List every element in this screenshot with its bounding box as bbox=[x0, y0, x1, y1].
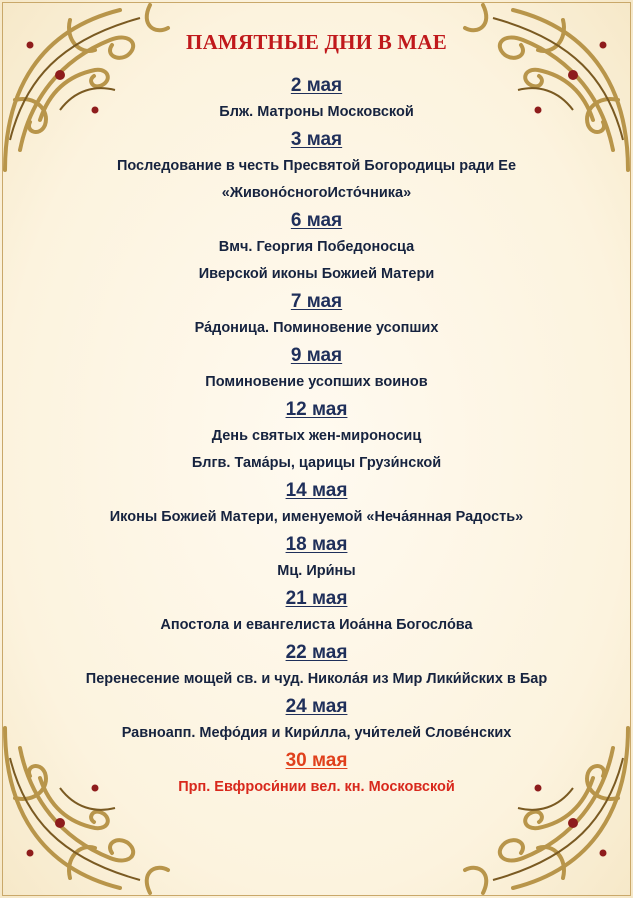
entry bbox=[20, 72, 613, 126]
entry-text: Блгв. Тама́ры, царицы Грузи́нской bbox=[191, 455, 442, 471]
entry-text: Последование в честь Пресвятой Богородицы ради Ее bbox=[116, 158, 517, 174]
entry-highlighted bbox=[20, 747, 613, 801]
entry-date: 22 мая bbox=[285, 642, 348, 663]
entry bbox=[20, 207, 613, 288]
entry bbox=[20, 693, 613, 747]
entry-text: Иконы Божией Матери, именуемой «Неча́янная Радость» bbox=[109, 509, 524, 525]
entry-date: 24 мая bbox=[285, 696, 348, 717]
entry-date: 14 мая bbox=[285, 480, 348, 501]
entry-text: Блж. Матроны Московской bbox=[219, 104, 414, 120]
entry-text: Ра́доница. Поминовение усопших bbox=[194, 320, 439, 336]
entry-date: 12 мая bbox=[285, 399, 348, 420]
entry-text: «Живоно́сногоИсто́чника» bbox=[221, 185, 412, 201]
entry-text: Прп. Евфроси́нии вел. кн. Московской bbox=[178, 779, 455, 795]
entry bbox=[20, 342, 613, 396]
entry-date: 6 мая bbox=[290, 210, 343, 231]
entry-date: 3 мая bbox=[290, 129, 343, 150]
entry bbox=[20, 396, 613, 477]
entry-date: 2 мая bbox=[290, 75, 343, 96]
entry-text: Равноапп. Мефо́дия и Кири́лла, учи́телей Слове́нских bbox=[121, 725, 512, 741]
entry-date: 21 мая bbox=[285, 588, 348, 609]
entry bbox=[20, 477, 613, 531]
entry-text: Перенесение мощей св. и чуд. Никола́я из Мир Лики́йских в Бар bbox=[85, 671, 548, 687]
entry-text: День святых жен-мироносиц bbox=[211, 428, 422, 444]
entry-date: 30 мая bbox=[285, 750, 348, 771]
entry-text: Вмч. Георгия Победоносца bbox=[218, 239, 415, 255]
entry-text: Иверской иконы Божией Матери bbox=[198, 266, 435, 282]
page-title: ПАМЯТНЫЕ ДНИ В МАЕ bbox=[186, 30, 447, 54]
entry-text: Апостола и евангелиста Иоа́нна Богосло́ва bbox=[160, 617, 473, 633]
entry bbox=[20, 126, 613, 207]
entry-date: 7 мая bbox=[290, 291, 343, 312]
entry bbox=[20, 639, 613, 693]
entry-text: Поминовение усопших воинов bbox=[205, 374, 428, 390]
memorial-days-list bbox=[20, 72, 613, 801]
entry-date: 18 мая bbox=[285, 534, 348, 555]
entry-text: Мц. Ири́ны bbox=[277, 563, 356, 579]
entry bbox=[20, 531, 613, 585]
entry bbox=[20, 585, 613, 639]
entry-date: 9 мая bbox=[290, 345, 343, 366]
entry bbox=[20, 288, 613, 342]
